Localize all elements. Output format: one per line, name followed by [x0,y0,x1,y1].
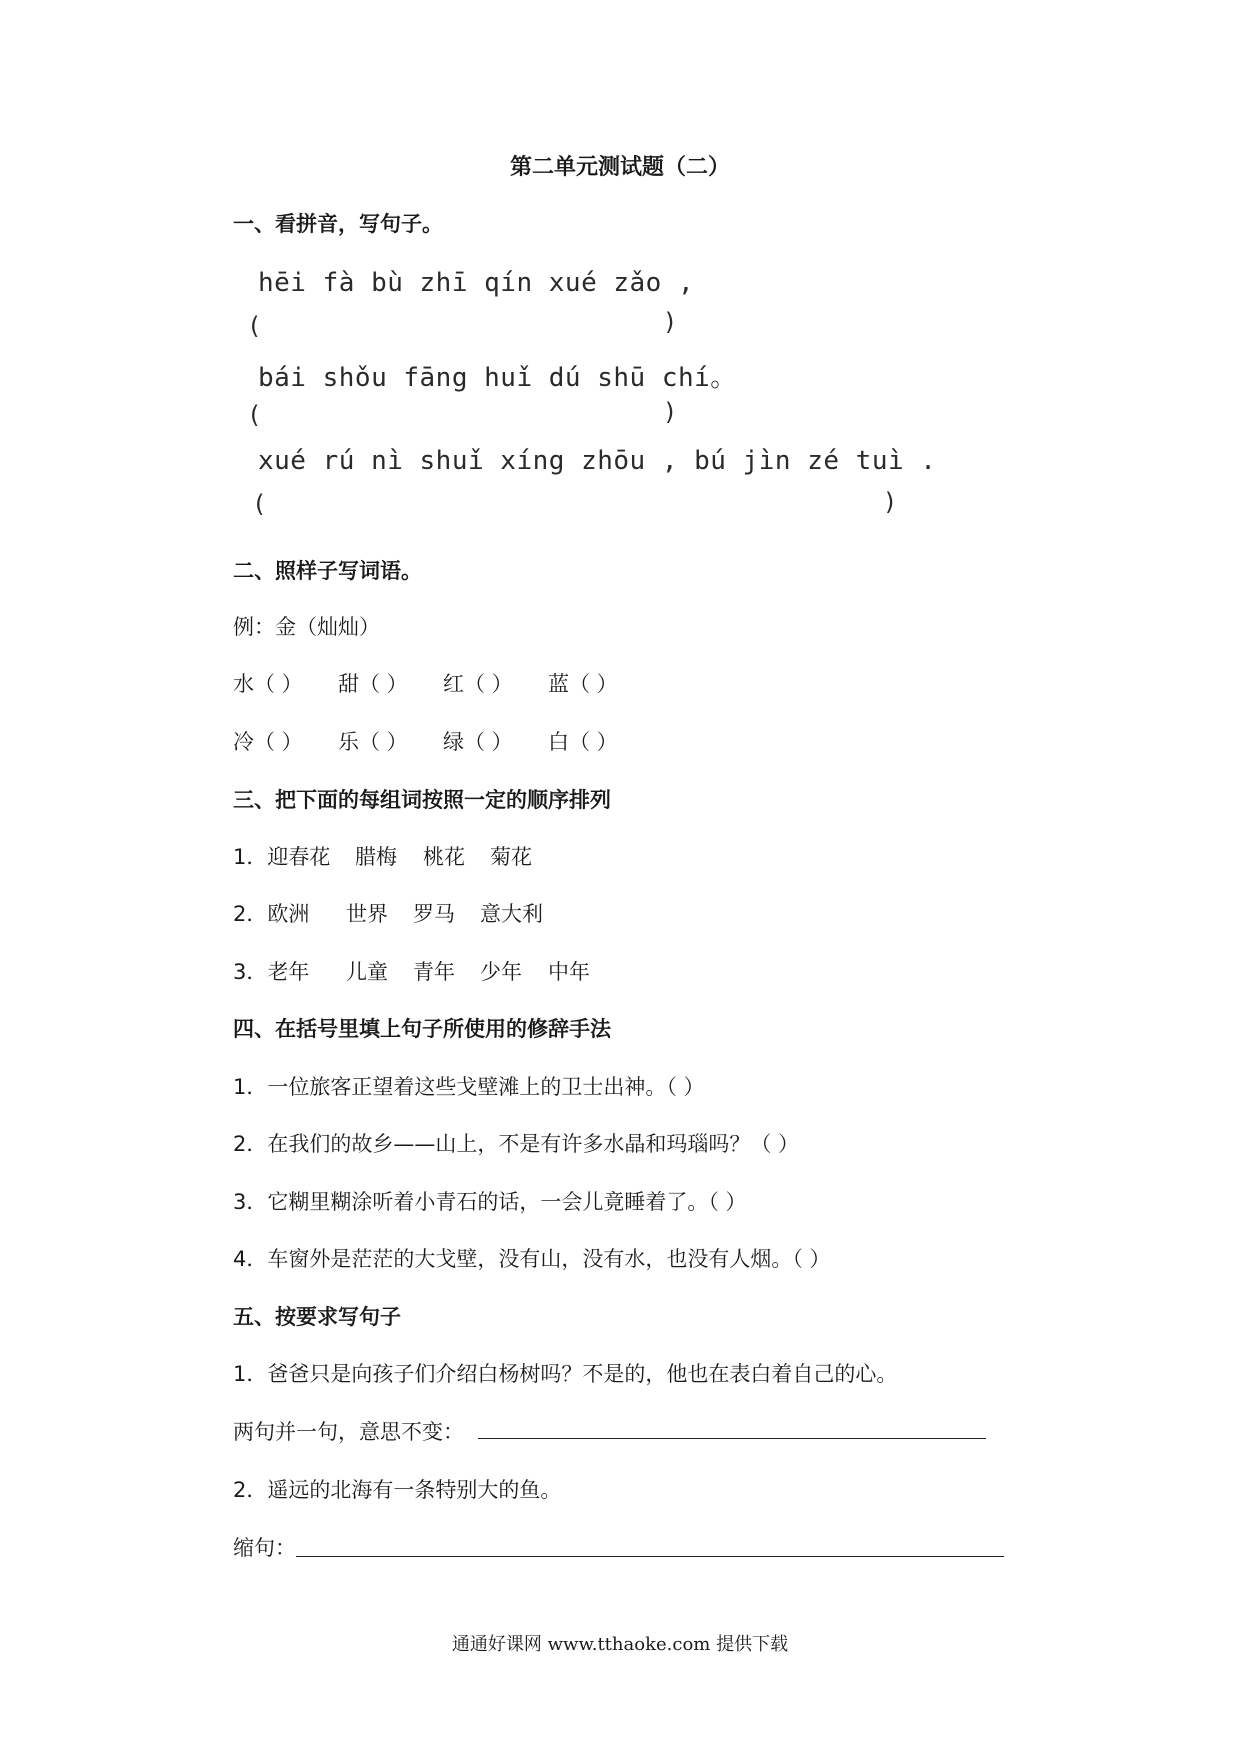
order-item-2-word-1: 2．欧洲 [233,902,310,926]
order-item-2-word-2: 世界 [346,902,388,926]
section-4-heading: 四、在括号里填上句子所使用的修辞手法 [233,1017,611,1041]
word-blank-7: 绿（ ） [443,730,513,754]
section-3-heading: 三、把下面的每组词按照一定的顺序排列 [233,788,611,812]
word-blank-5: 冷（ ） [233,730,303,754]
answer-open-paren-3: ( [255,490,265,518]
answer-close-paren-1: ) [665,308,675,336]
order-item-3-word-2: 儿童 [346,960,388,984]
word-blank-2: 甜（ ） [338,672,408,696]
combine-label: 两句并一句，意思不变： [233,1420,464,1444]
word-blank-4: 蓝（ ） [548,672,618,696]
answer-open-paren-2: ( [250,401,260,429]
answer-close-paren-3: ) [885,488,895,516]
order-item-1-word-3: 桃花 [423,845,465,869]
page-title: 第二单元测试题（二） [509,155,730,180]
rhetoric-item-4: 4．车窗外是茫茫的大戈壁，没有山，没有水，也没有人烟。（ ） [233,1247,831,1271]
section-5-heading: 五、按要求写句子 [233,1305,401,1329]
pinyin-line-2: bái shǒu fāng huǐ dú shū chí。 [258,363,737,393]
order-item-3-word-3: 青年 [413,960,455,984]
answer-open-paren-1: ( [250,312,260,340]
order-item-2-word-3: 罗马 [413,902,455,926]
combine-answer-line [478,1438,986,1439]
word-blank-6: 乐（ ） [338,730,408,754]
word-blank-1: 水（ ） [233,672,303,696]
pinyin-line-1: hēi fà bù zhī qín xué zǎo , [258,268,695,298]
section-1-heading: 一、看拼音，写句子。 [233,212,443,236]
order-item-1-word-4: 菊花 [490,845,532,869]
order-item-2-word-4: 意大利 [480,902,543,926]
order-item-3-word-5: 中年 [548,960,590,984]
word-blank-8: 白（ ） [548,730,618,754]
section-2-heading: 二、照样子写词语。 [233,559,422,583]
rhetoric-item-1: 1．一位旅客正望着这些戈壁滩上的卫士出神。（ ） [233,1075,705,1099]
footer-credit: 通通好课网 www.tthaoke.com 提供下载 [451,1634,789,1655]
order-item-3-word-4: 少年 [480,960,522,984]
word-blank-3: 红（ ） [443,672,513,696]
rhetoric-item-3: 3．它糊里糊涂听着小青石的话，一会儿竟睡着了。（ ） [233,1190,747,1214]
shorten-label: 缩句： [233,1536,296,1560]
pinyin-line-3: xué rú nì shuǐ xíng zhōu , bú jìn zé tuì . [258,446,937,476]
rewrite-question-1: 1．爸爸只是向孩子们介绍白杨树吗？不是的，他也在表白着自己的心。 [233,1362,898,1386]
order-item-1-word-1: 1．迎春花 [233,845,331,869]
example-line: 例：金（灿灿） [233,615,380,639]
rhetoric-item-2: 2．在我们的故乡——山上，不是有许多水晶和玛瑙吗？（ ） [233,1132,800,1156]
rewrite-question-2: 2．遥远的北海有一条特别大的鱼。 [233,1478,562,1502]
shorten-answer-line [296,1556,1004,1557]
order-item-1-word-2: 腊梅 [355,845,397,869]
order-item-3-word-1: 3．老年 [233,960,310,984]
answer-close-paren-2: ) [665,398,675,426]
